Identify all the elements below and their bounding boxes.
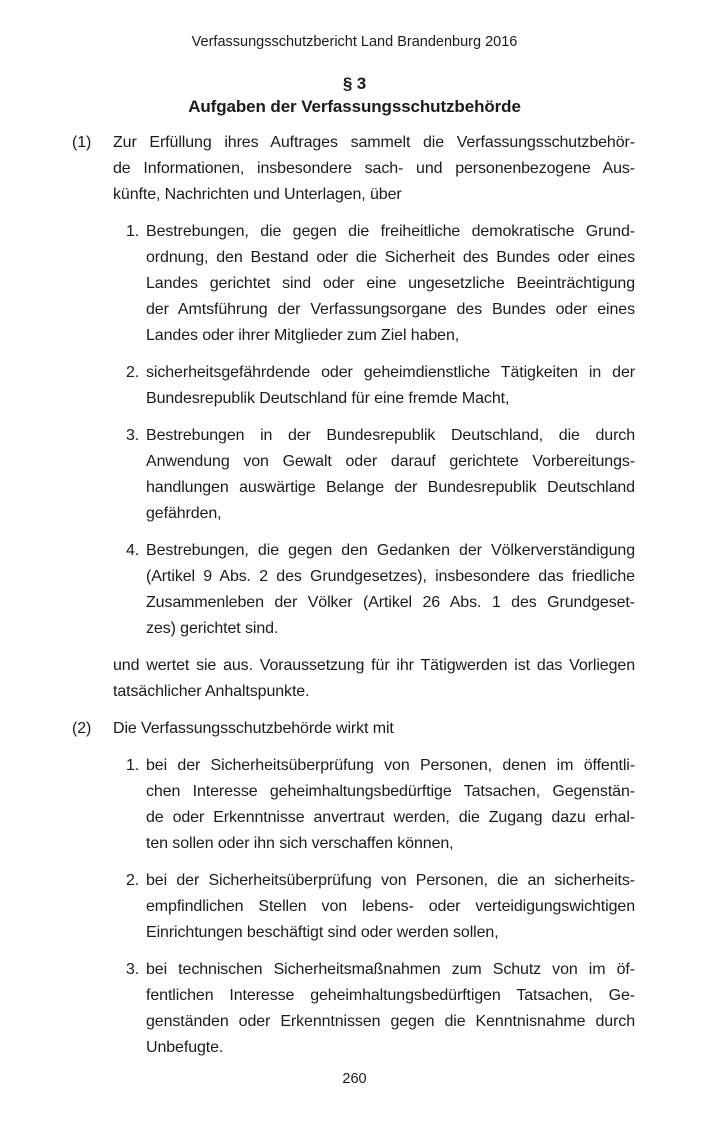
list-item — [126, 538, 635, 642]
list-item — [126, 219, 635, 349]
text-line: Anwendung von Gewalt oder darauf gerichtete Vorbereitungs- — [146, 453, 635, 470]
text-line: (Artikel 9 Abs. 2 des Grundgesetzes), insbesondere das friedliche — [146, 568, 635, 585]
paragraph-1 — [72, 130, 635, 208]
text-line: Einrichtungen beschäftigt sind oder werden sollen, — [146, 924, 499, 941]
list-item-number: 1. — [126, 757, 140, 774]
text-line: sicherheitsgefährdende oder geheimdienstliche Tätigkeiten in der — [146, 364, 635, 381]
section-number: § 3 — [342, 74, 367, 93]
list-item-text — [146, 219, 635, 349]
section-title: Aufgaben der Verfassungsschutzbehörde — [188, 97, 521, 116]
paragraph-1-text — [113, 130, 635, 208]
text-line: bei der Sicherheitsüberprüfung von Personen, die an sicherheits- — [146, 872, 635, 889]
text-line: und wertet sie aus. Voraussetzung für ihr Tätigwerden ist das Vorliegen — [113, 657, 635, 674]
text-line: de Informationen, insbesondere sach- und personenbezogene Aus- — [113, 160, 635, 177]
text-line: Die Verfassungsschutzbehörde wirkt mit — [113, 720, 394, 737]
paragraph-1-closing — [113, 653, 635, 705]
text-line: künfte, Nachrichten und Unterlagen, über — [113, 186, 402, 203]
text-line: ten sollen oder ihn sich verschaffen können, — [146, 835, 454, 852]
paragraph-2 — [72, 716, 635, 742]
text-line: Bestrebungen in der Bundesrepublik Deutschland, die durch — [146, 427, 635, 444]
list-item-number: 1. — [126, 223, 140, 240]
text-line: fentlichen Interesse geheimhaltungsbedürftigen Tatsachen, Ge- — [146, 987, 635, 1004]
text-line: empfindlichen Stellen von lebens- oder verteidigungswichtigen — [146, 898, 635, 915]
list-item — [126, 423, 635, 527]
list-item-text — [146, 753, 635, 857]
text-line: Bundesrepublik Deutschland für eine fremde Macht, — [146, 390, 510, 407]
list-item-text — [146, 423, 635, 527]
list-item-number: 3. — [126, 427, 140, 444]
text-line: genständen oder Erkenntnissen gegen die Kenntnisnahme durch — [146, 1013, 635, 1030]
list-item-number: 3. — [126, 961, 140, 978]
paragraph-1-label: (1) — [72, 134, 92, 151]
text-line: bei der Sicherheitsüberprüfung von Personen, denen im öffentli- — [146, 757, 635, 774]
text-line: chen Interesse geheimhaltungsbedürftige Tatsachen, Gegenstän- — [146, 783, 635, 800]
text-line: Bestrebungen, die gegen die freiheitliche demokratische Grund- — [146, 223, 635, 240]
list-item-text — [146, 360, 635, 412]
list-item-text — [146, 538, 635, 642]
list-item — [126, 868, 635, 946]
text-line: ordnung, den Bestand oder die Sicherheit des Bundes oder eines — [146, 249, 635, 266]
text-line: gefährden, — [146, 505, 222, 522]
list-item — [126, 753, 635, 857]
text-line: handlungen auswärtige Belange der Bundesrepublik Deutschland — [146, 479, 635, 496]
text-line: Landes gerichtet sind oder eine ungesetzliche Beeinträchtigung — [146, 275, 635, 292]
page-number: 260 — [342, 1071, 367, 1087]
list-item-number: 4. — [126, 542, 140, 559]
text-line: Bestrebungen, die gegen den Gedanken der Völkerverständigung — [146, 542, 635, 559]
text-line: tatsächlicher Anhaltspunkte. — [113, 683, 310, 700]
list-item — [126, 957, 635, 1061]
list-item-text — [146, 957, 635, 1061]
list-item-text — [146, 868, 635, 946]
text-line: Zur Erfüllung ihres Auftrages sammelt die Verfassungsschutzbehör- — [113, 134, 635, 151]
paragraph-2-text — [113, 716, 635, 742]
text-line: Zusammenleben der Völker (Artikel 26 Abs. 1 des Grundgeset- — [146, 594, 635, 611]
list-item-number: 2. — [126, 872, 140, 889]
text-line: Unbefugte. — [146, 1039, 224, 1056]
text-line: der Amtsführung der Verfassungsorgane des Bundes oder eines — [146, 301, 635, 318]
text-line: Landes oder ihrer Mitglieder zum Ziel haben, — [146, 327, 460, 344]
text-line: bei technischen Sicherheitsmaßnahmen zum Schutz von im öf- — [146, 961, 635, 978]
list-item-number: 2. — [126, 364, 140, 381]
section-heading — [0, 72, 709, 118]
text-column — [72, 130, 635, 1072]
list-item — [126, 360, 635, 412]
text-line: zes) gerichtet sind. — [146, 620, 279, 637]
text-line: de oder Erkenntnisse anvertraut werden, die Zugang dazu erhal- — [146, 809, 635, 826]
paragraph-2-label: (2) — [72, 720, 92, 737]
running-header: Verfassungsschutzbericht Land Brandenburg 2016 — [191, 34, 518, 50]
